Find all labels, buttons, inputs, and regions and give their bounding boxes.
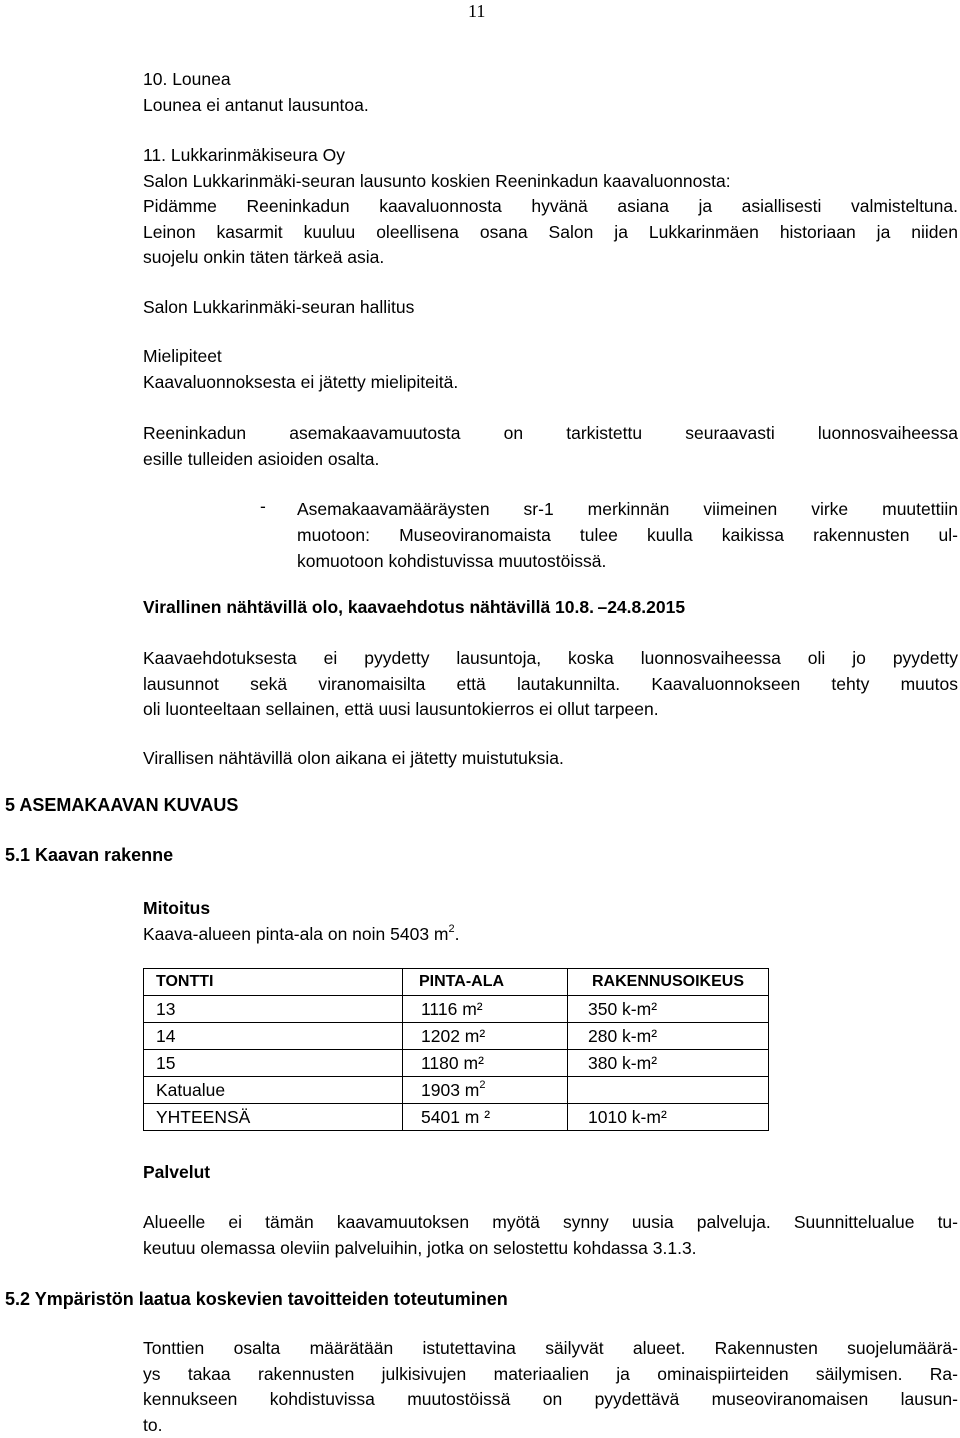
changes-intro-line: Reeninkadun asemakaavamuutosta on tarkistettu seuraavasti luonnosvaiheessa	[143, 421, 958, 447]
lukkarinmaki-line: Leinon kasarmit kuuluu oleellisena osana Salon ja Lukkarinmäen historiaan ja niiden	[143, 220, 958, 246]
table-cell	[568, 1077, 769, 1104]
page-number: 11	[468, 1, 485, 22]
lukkarinmaki-line: suojelu onkin täten tärkeä asia.	[143, 245, 958, 271]
lounea-section	[143, 67, 958, 118]
section51-heading: 5.1 Kaavan rakenne	[5, 845, 173, 866]
section52-line: Tonttien osalta määrätään istutettavina säilyvät alueet. Rakennusten suojelumäärä-	[143, 1336, 958, 1362]
lukkarinmaki-section	[143, 143, 958, 271]
bullet-line: muotoon: Museoviranomaista tulee kuulla kaikissa rakennusten ul-	[297, 522, 958, 548]
section52-line: kennukseen kohdistuvissa muutostöissä on pyydettävä museoviranomaisen lausun-	[143, 1387, 958, 1413]
bullet-marker: -	[260, 496, 266, 517]
table-cell: 1903 $m^2$	[403, 1077, 568, 1104]
nahtavilla-heading: Virallinen nähtävillä olo, kaavaehdotus nähtävillä 10.8. –24.8.2015	[143, 595, 958, 621]
palvelut-text	[143, 1210, 958, 1261]
table-cell: 1202 m²	[403, 1023, 568, 1050]
palvelut-line: Alueelle ei tämän kaavamuutoksen myötä synny uusia palveluja. Suunnittelualue tu-	[143, 1210, 958, 1236]
section52-text	[143, 1336, 958, 1438]
table-cell: YHTEENSÄ	[144, 1104, 403, 1131]
table-cell: 350 k-m²	[568, 996, 769, 1023]
table-row	[144, 1023, 769, 1050]
palvelut-heading: Palvelut	[143, 1160, 958, 1186]
section5-heading: 5 ASEMAKAAVAN KUVAUS	[5, 795, 238, 816]
nahtavilla-text	[143, 646, 958, 723]
nahtavilla-line: lausunnot sekä viranomaisilta että lautakunnilta. Kaavaluonnokseen tehty muutos	[143, 672, 958, 698]
nahtavilla-line: oli luonteeltaan sellainen, että uusi lausuntokierros ei ollut tarpeen.	[143, 697, 958, 723]
header-pinta-ala: PINTA-ALA	[403, 969, 568, 996]
table-cell: 280 k-m²	[568, 1023, 769, 1050]
lukkarinmaki-signature: Salon Lukkarinmäki-seuran hallitus	[143, 295, 958, 321]
mielipiteet-heading: Mielipiteet	[143, 344, 958, 370]
bullet-line: komuotoon kohdistuvissa muutostöissä.	[297, 548, 958, 574]
bullet-line: Asemakaavamääräysten sr-1 merkinnän viimeinen virke muutettiin	[297, 496, 958, 522]
header-tontti: TONTTI	[144, 969, 403, 996]
palvelut-line: keutuu olemassa oleviin palveluihin, jotka on selostettu kohdassa 3.1.3.	[143, 1236, 958, 1262]
table-cell: 1010 k-m²	[568, 1104, 769, 1131]
table-cell: 13	[144, 996, 403, 1023]
nahtavilla-line: Kaavaehdotuksesta ei pyydetty lausuntoja, koska luonnosvaiheessa oli jo pyydetty	[143, 646, 958, 672]
section52-line: to.	[143, 1413, 958, 1438]
mitoitus-text: Kaava-alueen pinta-ala on noin 5403 $m^2$.	[143, 922, 958, 948]
mielipiteet-text: Kaavaluonnoksesta ei jätetty mielipiteitä.	[143, 370, 958, 396]
table-cell: Katualue	[144, 1077, 403, 1104]
mitoitus-section	[143, 896, 958, 947]
nahtavilla-text2: Virallisen nähtävillä olon aikana ei jätetty muistutuksia.	[143, 746, 958, 772]
mitoitus-heading: Mitoitus	[143, 896, 958, 922]
table-cell: 1116 m²	[403, 996, 568, 1023]
changes-intro	[143, 421, 958, 472]
lounea-text: Lounea ei antanut lausuntoa.	[143, 93, 958, 119]
dimensions-table	[143, 968, 769, 1131]
changes-bullet	[297, 496, 958, 574]
table-row	[144, 1077, 769, 1104]
lukkarinmaki-line: Pidämme Reeninkadun kaavaluonnosta hyvänä asiana ja asiallisesti valmisteltuna.	[143, 194, 958, 220]
lukkarinmaki-heading: 11. Lukkarinmäkiseura Oy	[143, 143, 958, 169]
changes-intro-line: esille tulleiden asioiden osalta.	[143, 447, 958, 473]
table-cell: 14	[144, 1023, 403, 1050]
section52-line: ys takaa rakennusten julkisivujen materiaalien ja ominaispiirteiden säilymisen. Ra-	[143, 1362, 958, 1388]
section52-heading: 5.2 Ympäristön laatua koskevien tavoitteiden toteutuminen	[5, 1289, 508, 1310]
table-row	[144, 1104, 769, 1131]
lukkarinmaki-line: Salon Lukkarinmäki-seuran lausunto koskien Reeninkadun kaavaluonnosta:	[143, 169, 958, 195]
table-cell: 5401 m ²	[403, 1104, 568, 1131]
header-rakennusoikeus: RAKENNUSOIKEUS	[568, 969, 769, 996]
table-header-row	[144, 969, 769, 996]
lounea-heading: 10. Lounea	[143, 67, 958, 93]
table-row	[144, 996, 769, 1023]
table-cell: 15	[144, 1050, 403, 1077]
mielipiteet-section	[143, 344, 958, 395]
table-cell: 380 k-m²	[568, 1050, 769, 1077]
table-row	[144, 1050, 769, 1077]
table-cell: 1180 m²	[403, 1050, 568, 1077]
